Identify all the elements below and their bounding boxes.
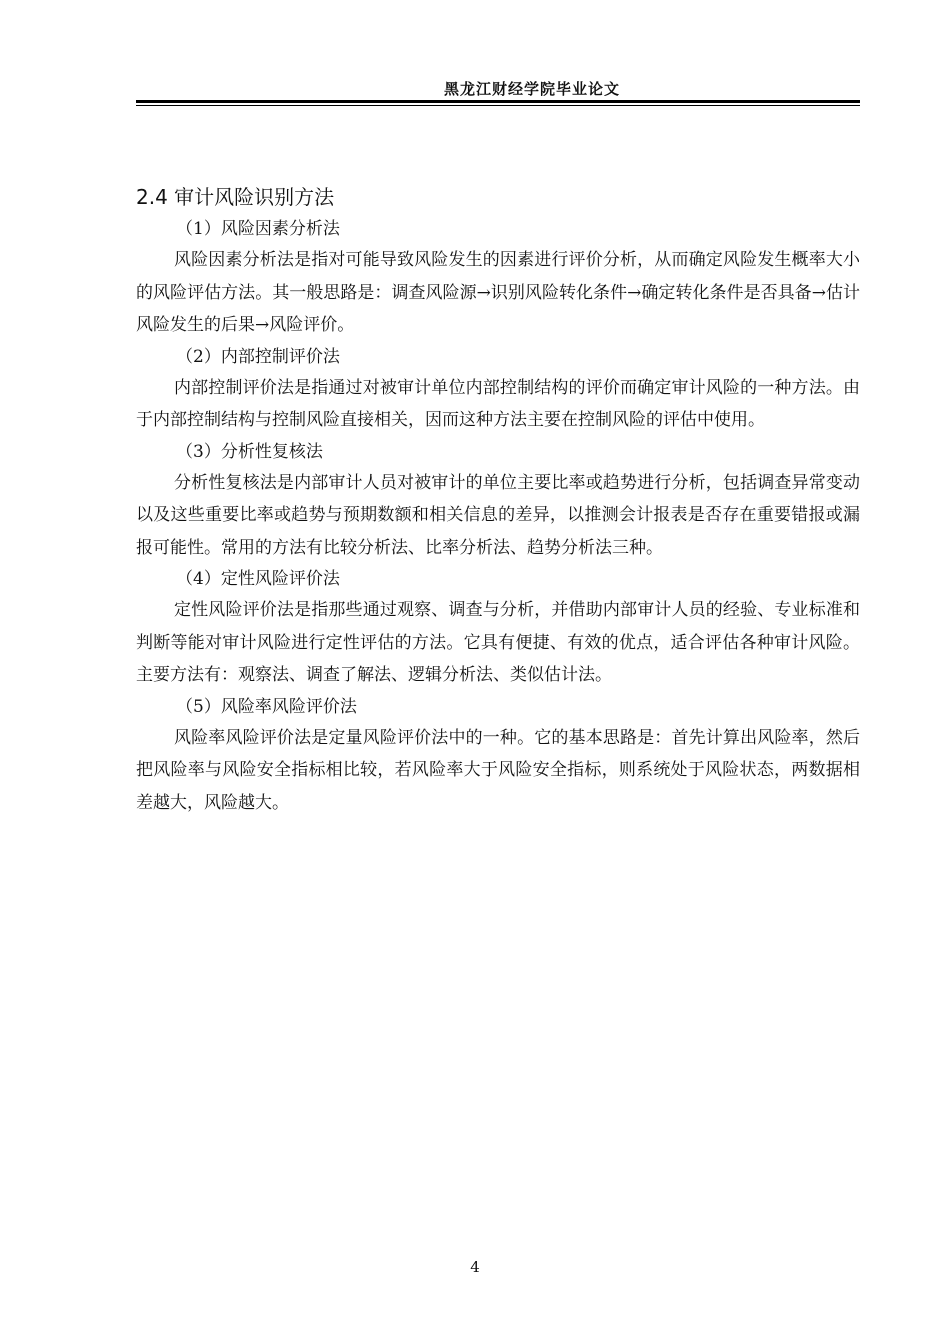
subheading-5: （5）风险率风险评价法 <box>176 696 357 717</box>
paragraph-2: 内部控制评价法是指通过对被审计单位内部控制结构的评价而确定审计风险的一种方法。由于内部控制结构与控制风险直接相关，因而这种方法主要在控制风险的评估中使用。 <box>136 377 860 430</box>
header-rule-thick <box>136 100 860 103</box>
page-number: 4 <box>470 1258 480 1276</box>
paragraph-4: 定性风险评价法是指那些通过观察、调查与分析，并借助内部审计人员的经验、专业标准和判断等能对审计风险进行定性评估的方法。它具有便捷、有效的优点，适合评估各种审计风险。主要方法有：观察法、调查了解法、逻辑分析法、类似估计法。 <box>136 600 860 685</box>
header-rule-thin <box>136 105 860 106</box>
page-header: 黑龙江财经学院毕业论文 <box>443 80 620 98</box>
subheading-2: （2）内部控制评价法 <box>176 346 340 367</box>
subheading-3: （3）分析性复核法 <box>176 441 323 462</box>
section-heading: 2.4 审计风险识别方法 <box>136 185 335 209</box>
subheading-1: （1）风险因素分析法 <box>176 219 340 239</box>
subheading-4: （4）定性风险评价法 <box>176 569 340 589</box>
document-body <box>136 182 860 819</box>
paragraph-3: 分析性复核法是内部审计人员对被审计的单位主要比率或趋势进行分析，包括调查异常变动以及这些重要比率或趋势与预期数额和相关信息的差异，以推测会计报表是否存在重要错报或漏报可能性。常用的方法有比较分析法、比率分析法、趋势分析法三种。 <box>136 472 860 558</box>
paragraph-1: 风险因素分析法是指对可能导致风险发生的因素进行评价分析，从而确定风险发生概率大小的风险评估方法。其一般思路是：调查风险源→识别风险转化条件→确定转化条件是否具备→估计风险发生的后果→风险评价。 <box>136 250 860 335</box>
paragraph-5: 风险率风险评价法是定量风险评价法中的一种。它的基本思路是：首先计算出风险率，然后把风险率与风险安全指标相比较，若风险率大于风险安全指标，则系统处于风险状态，两数据相差越大，风险越大。 <box>136 727 860 813</box>
